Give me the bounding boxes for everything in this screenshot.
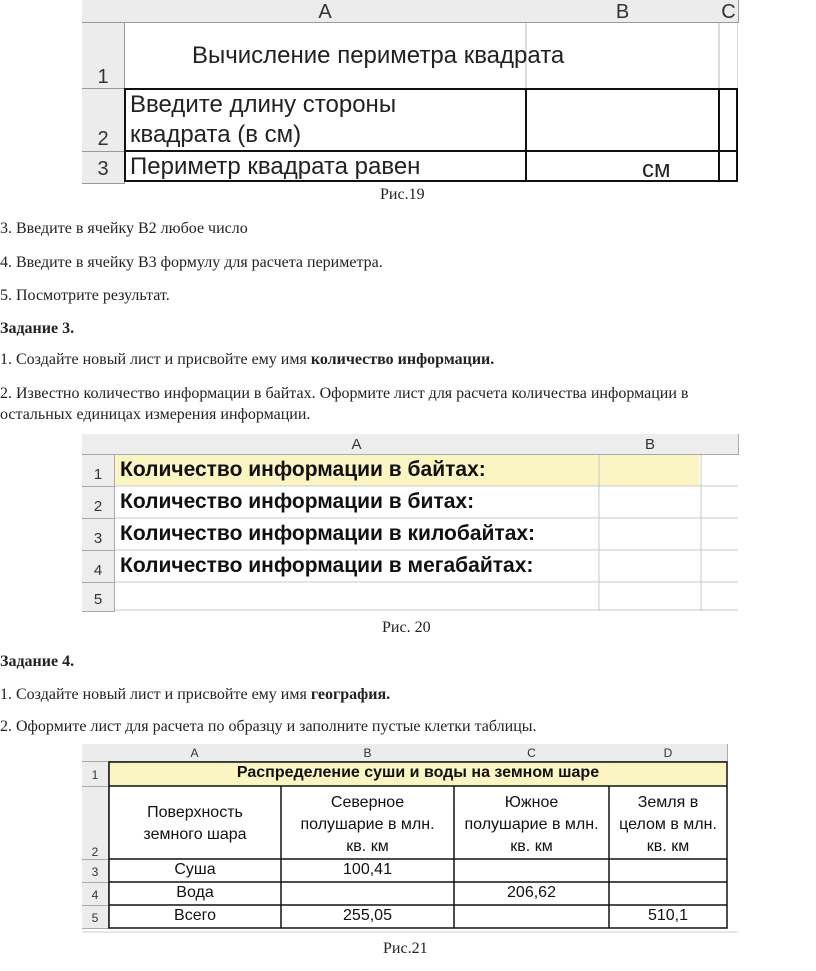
col-header-a[interactable]: A [124,0,527,23]
cell-b2-line2: полушарие в млн. [300,816,435,833]
cell-a3[interactable]: Суша [174,861,216,878]
task3-item2-line1: 2. Известно количество информации в байтах. Оформите лист для расчета количества информации в [0,385,689,402]
col-header-d[interactable]: D [609,744,728,762]
row-header-1[interactable]: 1 [82,455,115,487]
col-header-b[interactable]: B [599,434,702,455]
col-header-c[interactable]: C [454,744,610,762]
row-header-5[interactable]: 5 [82,906,109,929]
row-header-4[interactable]: 4 [82,551,115,583]
cell-d2-line1: Земля в [637,794,699,811]
row-header-1[interactable]: 1 [82,762,109,787]
cell-a2-line1: Поверхность [147,804,243,821]
row-header-5[interactable]: 5 [82,583,115,612]
task3-item1-text: 1. Создайте новый лист и присвойте ему имя [0,351,311,368]
step-5: 5. Посмотрите результат. [0,287,170,304]
figure-20-spreadsheet [82,434,738,611]
row-header-3[interactable]: 3 [82,860,109,883]
cell-b2-line1: Северное [330,794,405,811]
step-4: 4. Введите в ячейку В3 формулу для расчета периметра. [0,254,383,271]
cell-c2-line1: Южное [504,794,559,811]
cell-a2-line1[interactable]: Введите длину стороны [130,91,397,118]
caption-fig19: Рис.19 [380,186,425,203]
col-header-b[interactable]: B [526,0,720,23]
cell-a1[interactable]: Количество информации в байтах: [120,458,486,481]
row-header-2[interactable]: 2 [82,787,109,860]
task4-item2: 2. Оформите лист для расчета по образцу и заполните пустые клетки таблицы. [0,718,537,735]
caption-fig20: Рис. 20 [382,619,431,636]
caption-fig21: Рис.21 [383,940,428,957]
row-header-1[interactable]: 1 [82,23,125,89]
row-header-3[interactable]: 3 [82,152,125,184]
task4-item1 [0,685,390,705]
cell-d2-line3: кв. км [646,838,690,855]
cell-d2-line2: целом в млн. [619,816,717,833]
task3-item2-line2: остальных единицах измерения информации. [0,406,311,423]
cell-c2-line2: полушарие в млн. [464,816,599,833]
col-header-b[interactable]: B [281,744,455,762]
cell-c2[interactable] [454,792,609,858]
row-header-2[interactable]: 2 [82,487,115,519]
cell-d2[interactable] [609,792,727,858]
cell-a2-line2: земного шара [143,826,247,843]
cell-d5[interactable]: 510,1 [647,907,689,924]
cell-c4[interactable]: 206,62 [507,884,556,901]
row-header-2[interactable]: 2 [82,89,125,152]
task3-sheet-name: количество информации. [310,351,495,368]
cell-c2-line3: кв. км [510,838,553,855]
row-header-4[interactable]: 4 [82,883,109,906]
col-header-a[interactable]: A [114,434,600,455]
cell-b2[interactable] [281,792,454,858]
task4-sheet-name: география. [310,686,391,703]
cell-a1-title[interactable]: Вычисление периметра квадрата [192,42,565,69]
figure-19-spreadsheet [82,0,738,183]
figure-21-spreadsheet [82,744,738,936]
cell-b2-line3: кв. км [346,838,389,855]
cell-a3[interactable]: Количество информации в килобайтах: [120,522,536,545]
cell-a3[interactable]: Периметр квадрата равен [130,153,421,180]
task3-heading: Задание 3. [0,320,75,337]
task4-heading: Задание 4. [0,653,75,670]
row-header-3[interactable]: 3 [82,519,115,551]
cell-c3-unit[interactable]: см [642,156,671,183]
task4-item1-text: 1. Создайте новый лист и присвойте ему имя [0,686,311,703]
step-3: 3. Введите в ячейку В2 любое число [0,220,248,237]
cell-a4[interactable]: Вода [176,884,214,901]
col-header-c[interactable]: C [719,0,739,23]
col-header-a[interactable]: A [108,744,282,762]
cell-a4[interactable]: Количество информации в мегабайтах: [120,554,534,577]
cell-a2-line2[interactable]: квадрата (в см) [130,121,302,148]
cell-a5[interactable]: Всего [174,907,216,924]
cell-a2[interactable]: Количество информации в битах: [120,490,475,513]
cell-b5[interactable]: 255,05 [343,907,392,924]
cell-a2[interactable] [109,802,281,846]
cell-b3[interactable]: 100,41 [343,861,392,878]
task3-item1 [0,350,494,370]
cell-a1-title[interactable]: Распределение суши и воды на земном шаре [236,764,600,781]
